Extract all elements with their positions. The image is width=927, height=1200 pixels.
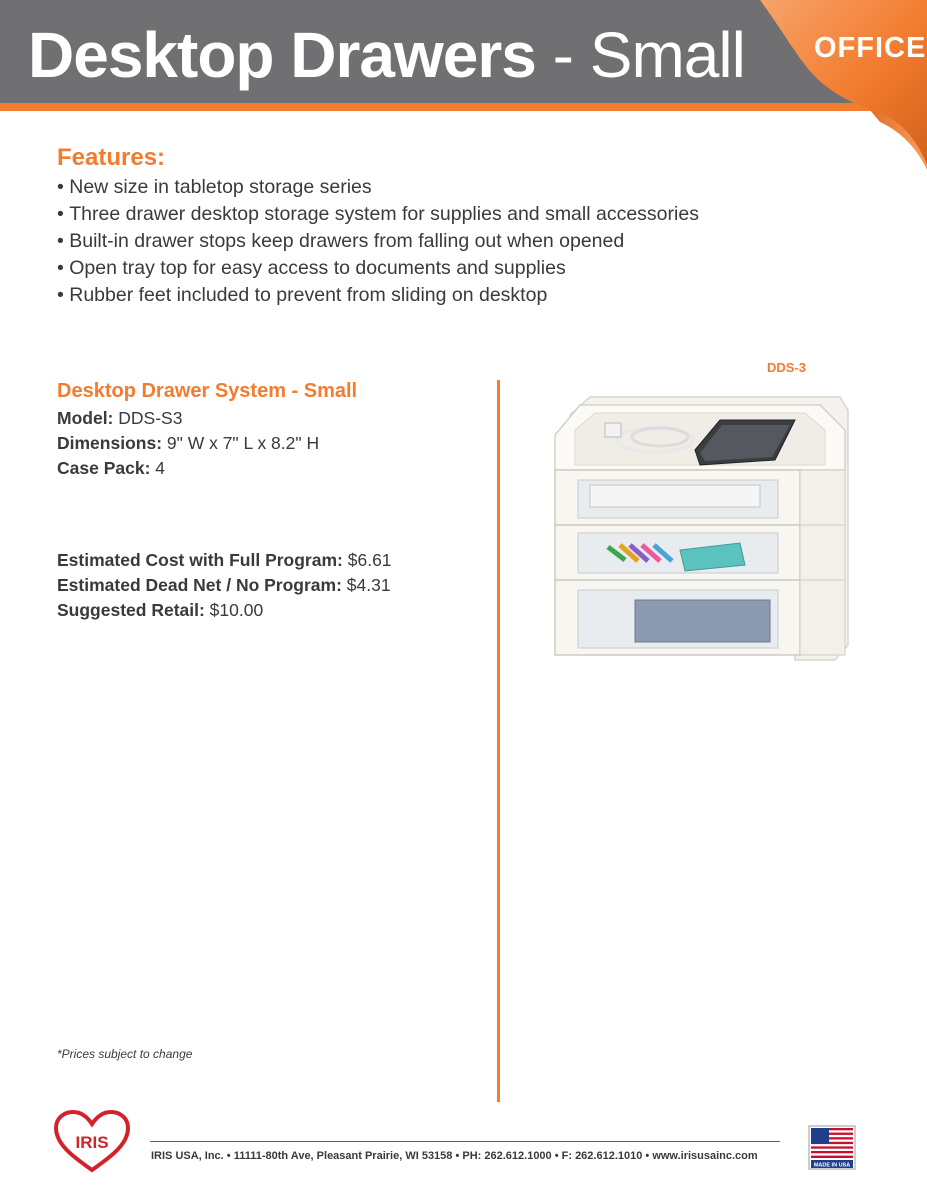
- column-divider: [497, 380, 500, 1102]
- retail-label: Suggested Retail:: [57, 600, 205, 620]
- features-list: [57, 174, 699, 309]
- made-in-usa-text: MADE IN USA: [813, 1162, 851, 1169]
- feature-item: • Three drawer desktop storage system for supplies and small accessories: [57, 201, 699, 228]
- case-pack-value: 4: [150, 458, 166, 478]
- retail-price: [57, 597, 263, 623]
- footer-rule: [150, 1141, 780, 1142]
- dead-net-price: [57, 572, 391, 598]
- category-label: OFFICE: [814, 32, 927, 64]
- case-pack-spec: [57, 455, 165, 481]
- full-program-price: [57, 547, 392, 573]
- full-program-value: $6.61: [342, 550, 392, 570]
- made-in-usa-badge: [808, 1125, 856, 1170]
- page-title-bold: Desktop Drawers: [28, 19, 536, 91]
- model-value: DDS-S3: [113, 408, 183, 428]
- features-title: Features:: [57, 144, 166, 171]
- us-flag-icon: [811, 1128, 853, 1158]
- dead-net-value: $4.31: [341, 575, 391, 595]
- dimensions-value: 9" W x 7" L x 8.2" H: [162, 433, 320, 453]
- feature-item: • Open tray top for easy access to documents and supplies: [57, 255, 699, 282]
- product-image: [550, 375, 855, 670]
- dead-net-label: Estimated Dead Net / No Program:: [57, 575, 342, 595]
- iris-logo: [52, 1108, 132, 1174]
- page-curl-icon: [720, 0, 927, 170]
- model-spec: [57, 405, 182, 431]
- sku-label: DDS-3: [767, 360, 807, 375]
- case-pack-label: Case Pack:: [57, 458, 151, 478]
- prices-note: *Prices subject to change: [57, 1047, 193, 1061]
- feature-item: • Built-in drawer stops keep drawers from falling out when opened: [57, 228, 699, 255]
- page-title: [28, 18, 745, 92]
- page-title-rest: - Small: [535, 19, 745, 91]
- footer-address: IRIS USA, Inc. • 11111-80th Ave, Pleasant Prairie, WI 53158 • PH: 262.612.1000 • F: 262.612.1010 • www.irisusainc.com: [151, 1150, 758, 1162]
- feature-item: • Rubber feet included to prevent from sliding on desktop: [57, 282, 699, 309]
- dimensions-label: Dimensions:: [57, 433, 163, 453]
- full-program-label: Estimated Cost with Full Program:: [57, 550, 343, 570]
- model-label: Model:: [57, 408, 114, 428]
- dimensions-spec: [57, 430, 319, 456]
- feature-item: • New size in tabletop storage series: [57, 174, 699, 201]
- product-title: Desktop Drawer System - Small: [57, 380, 358, 402]
- retail-value: $10.00: [204, 600, 264, 620]
- iris-logo-text: IRIS: [75, 1133, 109, 1152]
